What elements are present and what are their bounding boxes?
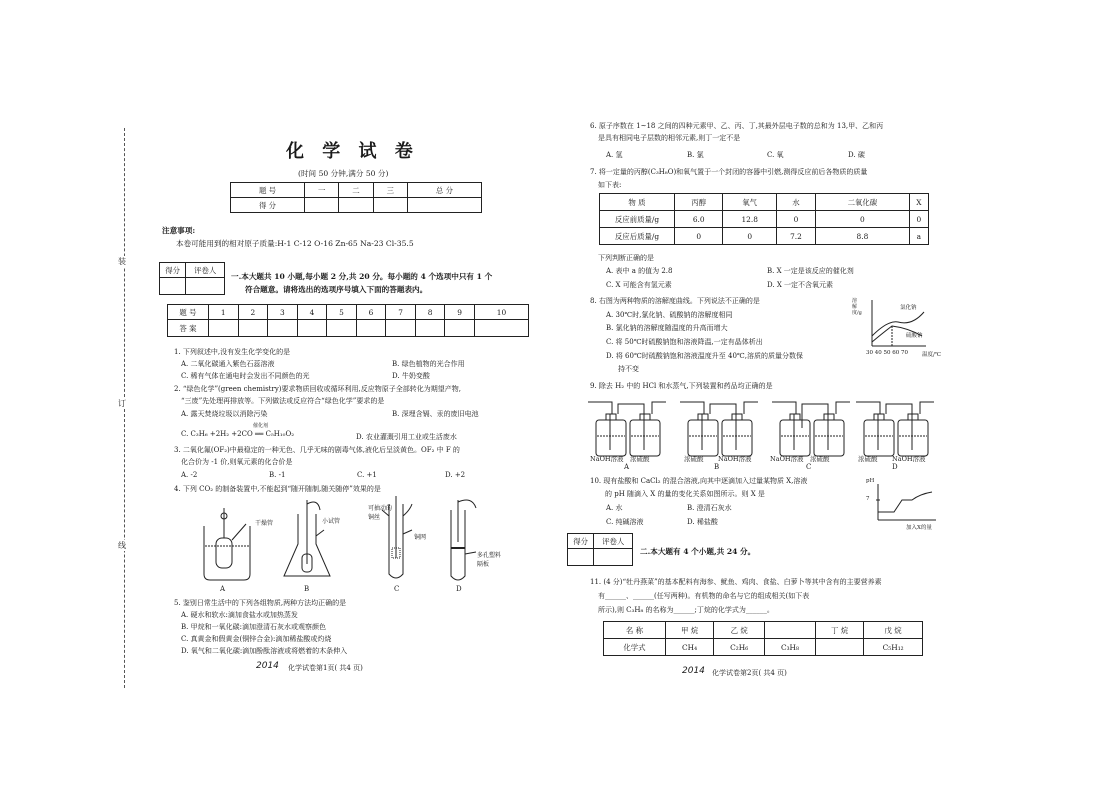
q6-option-d: D. 碳: [848, 151, 865, 159]
score-header: 二: [339, 183, 373, 198]
q11-row2-cell: 化学式: [604, 639, 666, 656]
q4-label-porous-plate: 多孔塑料隔板: [477, 552, 502, 568]
q7-cell: 0: [909, 211, 928, 228]
page2-grader-box: [567, 533, 633, 566]
q2-option-c: C. C₃H₆ +2H₂ +2CO ══ C₅H₁₀O₂: [181, 430, 295, 438]
score-cell[interactable]: [373, 198, 407, 213]
q9-d-right-label: NaOH溶液: [892, 455, 926, 463]
q5-option-c: C. 真黄金和假黄金(铜锌合金):滴加稀盐酸或灼烧: [181, 635, 332, 643]
q10-xlabel: 加入X的量: [906, 525, 932, 531]
q6-option-c: C. 氧: [767, 151, 784, 159]
q2-option-a: A. 露天焚烧垃圾以消除污染: [181, 410, 268, 418]
q11-line2: 有______、______(任写两种)。有机物的命名与它的组成相关(如下表: [598, 592, 810, 600]
section2-heading: 二.本大题有 4 个小题,共 24 分。: [640, 547, 756, 556]
score-table: [230, 182, 482, 213]
q7-mass-table: [599, 193, 929, 245]
q9-letter-a: A: [624, 463, 630, 471]
score-cell[interactable]: [339, 198, 373, 213]
q7-cell: 8.8: [816, 228, 910, 245]
q7-cell: 7.2: [776, 228, 815, 245]
q9-d-left-label: 浓硫酸: [858, 455, 878, 463]
answer-qnum: 2: [238, 305, 268, 320]
answer-qnum: 3: [268, 305, 298, 320]
answer-cell[interactable]: [386, 320, 416, 337]
q9-c-right-label: 浓硫酸: [810, 455, 830, 463]
q9-c-left-label: NaOH溶液: [770, 455, 804, 463]
q3-option-b: B. -1: [269, 471, 286, 479]
q8-xlabel: 温度/℃: [922, 352, 942, 358]
q9-a-right-label: 浓硫酸: [630, 455, 650, 463]
q11-row1-cell-blank[interactable]: [765, 622, 816, 639]
grader-score-label: 得分: [568, 534, 594, 549]
answer-cell[interactable]: [297, 320, 327, 337]
q8-xticks: 30 40 50 60 70: [866, 350, 908, 356]
answer-cell[interactable]: [327, 320, 357, 337]
answer-row-label: 答 案: [168, 320, 209, 337]
q3-option-d: D. +2: [445, 471, 466, 479]
q8-series-label-1: 氯化钠: [900, 305, 917, 311]
q8-option-c: C. 将 50℃时硫酸钠饱和溶液降温,一定有晶体析出: [606, 338, 763, 346]
q10-line2: 的 pH 随滴入 X 的量的变化关系如图所示。则 X 是: [605, 490, 765, 498]
page1-footer: 化学试卷第1页( 共4 页): [288, 664, 363, 672]
answer-cell[interactable]: [209, 320, 239, 337]
q8-series-label-2: 硫酸钠: [906, 333, 923, 339]
answer-qnum: 9: [445, 305, 475, 320]
q7-cell: 0: [723, 228, 777, 245]
page1-footer-year: 2014: [256, 661, 279, 671]
answer-qnum: 6: [356, 305, 386, 320]
q6-option-a: A. 氢: [606, 151, 623, 159]
q7-question: 下列判断正确的是: [598, 254, 654, 262]
apparatus-b: [284, 500, 330, 576]
grader-name-cell[interactable]: [594, 549, 633, 566]
grader-box: [159, 262, 225, 295]
q7-header: X: [909, 194, 928, 211]
page-title: 化 学 试 卷: [286, 141, 419, 162]
q7-header: 水: [776, 194, 815, 211]
q11-line1: 11. (4 分)“牡丹燕菜”的基本配料有海参、鱿鱼、鸡肉、食盐、白萝卜等其中含有的主要营养素: [590, 578, 882, 586]
q6-line1: 6. 原子序数在 1~18 之间的四种元素甲、乙、丙、丁,其最外层电子数的总和为 13,甲、乙和丙: [590, 122, 884, 130]
q11-row1-cell: 戊 烷: [864, 622, 923, 639]
q11-row1-cell: 丁 烷: [815, 622, 863, 639]
q7-row-label: 反应前质量/g: [600, 211, 675, 228]
q5-stem: 5. 鉴别日常生活中的下列各组物质,两种方法均正确的是: [174, 599, 347, 607]
answer-qnum: 4: [297, 305, 327, 320]
q9-b-right-label: NaOH溶液: [718, 455, 752, 463]
q4-stem: 4. 下列 CO₂ 的制备装置中,不能起到“随开随制,随关随停”效果的是: [174, 485, 381, 493]
apparatus-a: [204, 508, 250, 580]
q1-option-d: D. 牛奶变酸: [392, 372, 430, 380]
answer-cell[interactable]: [238, 320, 268, 337]
binding-char-1: 装: [118, 257, 126, 266]
q1-option-b: B. 绿色植物的光合作用: [392, 360, 465, 368]
q3-option-c: C. +1: [357, 471, 377, 479]
q7-header: 氧气: [723, 194, 777, 211]
q7-line2: 如下表:: [598, 181, 622, 189]
section1-line1: 一.本大题共 10 小题,每小题 2 分,共 20 分。每小题的 4 个选项中只有 1 个: [231, 272, 493, 281]
q7-header: 物 质: [600, 194, 675, 211]
q1-option-a: A. 二氧化碳通入紫色石蕊溶液: [181, 360, 275, 368]
q2-option-b: B. 深埋含镉、汞的废旧电池: [392, 410, 479, 418]
q3-option-a: A. -2: [181, 471, 198, 479]
q11-row2-cell: CH₄: [665, 639, 713, 656]
notice-text: 本卷可能用到的相对原子质量:H-1 C-12 O-16 Zn-65 Na-23 Cl-35.5: [176, 239, 414, 248]
q4-label-copper-mesh: 铜网: [414, 534, 427, 541]
q4-letter-d: D: [456, 585, 462, 593]
page-subtitle: (时间 50 分钟,满分 50 分): [298, 169, 389, 178]
q11-row1-cell: 名 称: [604, 622, 666, 639]
q8-stem: 8. 右图为两种物质的溶解度曲线。下列说法不正确的是: [590, 297, 760, 305]
q10-ph-curve: [878, 492, 932, 512]
q7-cell: 0: [816, 211, 910, 228]
q5-option-b: B. 甲烷和一氧化碳:滴加澄清石灰水或观察颜色: [181, 623, 326, 631]
q11-row1-cell: 乙 烷: [714, 622, 765, 639]
q7-option-d: D. X 一定不含氧元素: [767, 281, 834, 289]
q9-b-left-label: 浓硫酸: [684, 455, 704, 463]
answer-table: [167, 304, 529, 337]
q10-line1: 10. 现有盐酸和 CaCl₂ 的混合溶液,向其中逐滴加入过量某物质 X,溶液: [590, 477, 808, 485]
answer-qnum: 5: [327, 305, 357, 320]
q2-catalyst-label: 催化剂: [253, 423, 269, 429]
notice-title: 注意事项:: [162, 226, 196, 235]
q4-label-drying-tube: 干燥管: [255, 520, 274, 527]
answer-cell[interactable]: [415, 320, 445, 337]
binding-char-2: 订: [118, 399, 126, 408]
q10-option-b: B. 澄清石灰水: [687, 504, 732, 512]
answer-cell[interactable]: [474, 320, 528, 337]
q9-a-left-label: NaOH溶液: [590, 455, 624, 463]
grader-score-label: 得分: [160, 263, 186, 278]
score-header: 题 号: [231, 183, 305, 198]
score-header: 总 分: [407, 183, 481, 198]
score-cell[interactable]: [305, 198, 339, 213]
q8-option-a: A. 30℃时,氯化钠、硫酸钠的溶解度相同: [606, 311, 733, 319]
section1-line2: 符合题意。请将选出的选项序号填入下面的答题表内。: [245, 285, 428, 294]
q4-letter-b: B: [304, 585, 310, 593]
answer-qnum: 1: [209, 305, 239, 320]
answer-qnum: 8: [415, 305, 445, 320]
q5-option-d: D. 氧气和二氧化碳:滴加酚酞溶液或将燃着的木条伸入: [181, 647, 348, 655]
score-header: 一: [305, 183, 339, 198]
q4-label-copper-wire: 可抽动的铜丝: [368, 505, 393, 521]
q11-row1-cell: 甲 烷: [665, 622, 713, 639]
q5-option-a: A. 硬水和软水:滴加食盐水或加热蒸发: [181, 611, 298, 619]
q9-stem: 9. 除去 H₂ 中的 HCl 和水蒸气,下列装置和药品均正确的是: [590, 382, 773, 390]
q8-option-b: B. 氯化钠的溶解度随温度的升高而增大: [606, 324, 728, 332]
answer-cell[interactable]: [445, 320, 475, 337]
q2-line2: “三废”先处理再排放等。下列做法或反应符合“绿色化学”要求的是: [181, 397, 385, 405]
q4-label-small-tube: 小试管: [322, 518, 341, 525]
q6-option-b: B. 氯: [687, 151, 704, 159]
q7-header: 二氧化碳: [816, 194, 910, 211]
answer-header-label: 题 号: [168, 305, 209, 320]
q11-row2-cell-blank[interactable]: [815, 639, 863, 656]
q3-line2: 化合价为 -1 价,则氧元素的化合价是: [181, 458, 293, 466]
q11-row2-cell: C₂H₆: [714, 639, 765, 656]
q7-row-label: 反应后质量/g: [600, 228, 675, 245]
q7-option-c: C. X 可能含有氢元素: [606, 281, 672, 289]
q8-option-d-line1: D. 将 60℃时硫酸钠饱和溶液温度升至 40℃,溶质的质量分数保: [606, 352, 803, 360]
q4-letter-c: C: [394, 585, 400, 593]
q9-letter-c: C: [806, 463, 812, 471]
q9-washing-bottles-figure: [588, 394, 938, 460]
q1-stem: 1. 下列叙述中,没有发生化学变化的是: [174, 348, 291, 356]
q10-option-c: C. 纯碱溶液: [606, 518, 644, 526]
apparatus-d: [451, 500, 476, 580]
q7-cell: a: [909, 228, 928, 245]
binding-char-3: 线: [118, 541, 126, 550]
q8-solubility-graph: [858, 298, 928, 350]
q4-letter-a: A: [220, 585, 226, 593]
grader-name-label: 评卷人: [594, 534, 633, 549]
q9-apparatus-c: [772, 402, 850, 456]
score-row-label: 得 分: [231, 198, 305, 213]
q9-apparatus-d: [856, 402, 934, 456]
q3-line1: 3. 二氧化氟(OF₂)中最稳定的一种无色、几乎无味的剧毒气体,液化后呈淡黄色。OF₂ 中 F 的: [174, 446, 460, 454]
q10-tick-7: 7: [866, 496, 870, 502]
q11-alkane-table: [603, 621, 923, 656]
q9-apparatus-b: [680, 402, 758, 456]
q10-option-a: A. 水: [606, 504, 623, 512]
q6-line2: 是具有相同电子层数的相邻元素,则丁一定不是: [598, 134, 741, 142]
answer-cell[interactable]: [268, 320, 298, 337]
q9-letter-b: B: [714, 463, 720, 471]
q11-row2-cell: C₃H₈: [765, 639, 816, 656]
page2-footer: 化学试卷第2页( 共4 页): [712, 669, 787, 677]
q8-option-d-line2: 持不变: [618, 365, 639, 373]
grader-score-cell[interactable]: [160, 278, 186, 295]
q1-option-c: C. 稀有气体在通电时会发出不同颜色的光: [181, 372, 310, 380]
q8-ylabel: 溶解度/g: [852, 298, 862, 316]
q7-line1: 7. 将一定量的丙醇(C₃H₈O)和氧气置于一个封闭的容器中引燃,测得反应前后各物质的质量: [590, 168, 868, 176]
q7-cell: 12.8: [723, 211, 777, 228]
grader-score-cell[interactable]: [568, 549, 594, 566]
q7-header: 丙醇: [675, 194, 723, 211]
q9-letter-d: D: [892, 463, 898, 471]
answer-cell[interactable]: [356, 320, 386, 337]
page2-footer-year: 2014: [682, 666, 705, 676]
grader-name-label: 评卷人: [186, 263, 225, 278]
q10-ph-graph: [872, 482, 938, 524]
answer-qnum: 7: [386, 305, 416, 320]
q4-apparatus-figure: [196, 496, 496, 590]
q9-apparatus-a: [588, 402, 666, 456]
answer-qnum: 10: [474, 305, 528, 320]
q10-option-d: D. 稀盐酸: [687, 518, 718, 526]
q7-cell: 0: [776, 211, 815, 228]
q7-cell: 6.0: [675, 211, 723, 228]
q11-row2-cell: C₅H₁₂: [864, 639, 923, 656]
q10-ylabel: pH: [866, 478, 875, 484]
q11-line3: 所示),则 C₃H₈ 的名称为______;丁烷的化学式为______。: [598, 606, 774, 614]
q2-option-d: D. 农业灌溉引用工业或生活废水: [356, 433, 457, 441]
q7-option-b: B. X 一定是该反应的催化剂: [767, 267, 854, 275]
q2-line1: 2. “绿色化学”(green chemistry)要求物质回收或循环利用,反应物原子全部转化为期望产物,: [174, 385, 461, 393]
grader-name-cell[interactable]: [186, 278, 225, 295]
q7-cell: 0: [675, 228, 723, 245]
score-cell[interactable]: [407, 198, 481, 213]
q7-option-a: A. 表中 a 的值为 2.8: [606, 267, 673, 275]
score-header: 三: [373, 183, 407, 198]
